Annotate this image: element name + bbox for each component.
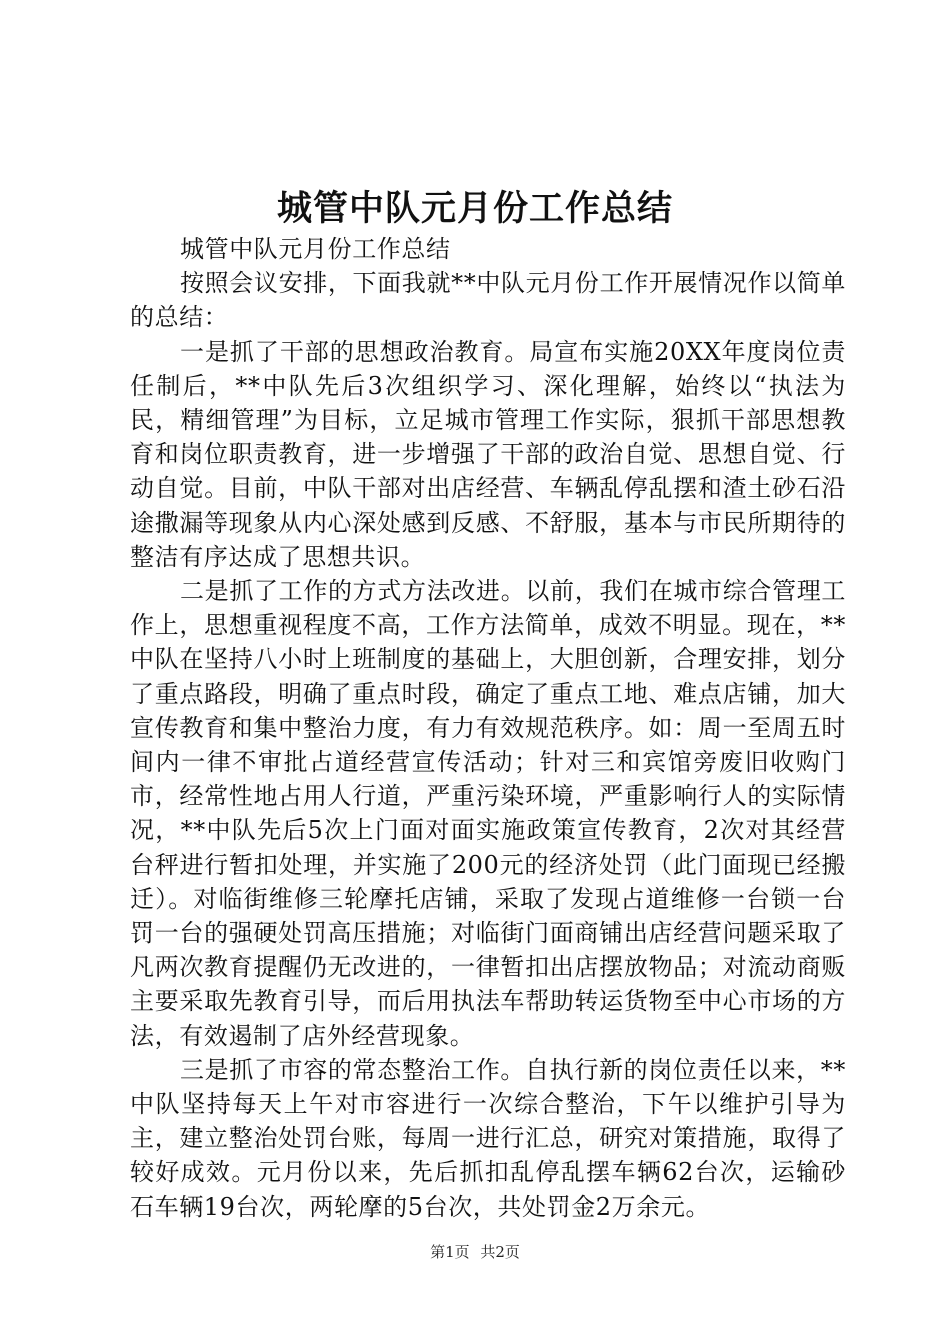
page-total: 共2页 (480, 1243, 520, 1261)
page-footer (0, 1242, 950, 1262)
section-one-paragraph: 一是抓了干部的思想政治教育。局宣布实施20XX年度岗位责任制后，**中队先后3次组织学习、深化理解，始终以“执法为民，精细管理”为目标，立足城市管理工作实际，狠抓干部思想教育和岗位职责教育，进一步增强了干部的政治自觉、思想自觉、行动自觉。目前，中队干部对出店经营、车辆乱停乱摆和渣土砂石沿途撒漏等现象从内心深处感到反感、不舒服，基本与市民所期待的整洁有序达成了思想共识。 (130, 337, 846, 571)
document-body (130, 232, 846, 1224)
page-number: 第1页 (430, 1243, 470, 1261)
intro-paragraph: 按照会议安排，下面我就**中队元月份工作开展情况作以简单的总结： (130, 269, 846, 332)
section-two-paragraph: 二是抓了工作的方式方法改进。以前，我们在城市综合管理工作上，思想重视程度不高，工作方法简单，成效不明显。现在，**中队在坚持八小时上班制度的基础上，大胆创新，合理安排，划分了重点路段，明确了重点时段，确定了重点工地、难点店铺，加大宣传教育和集中整治力度，有力有效规范秩序。如：周一至周五时间内一律不审批占道经营宣传活动；针对三和宾馆旁废旧收购门市，经常性地占用人行道，严重污染环境，严重影响行人的实际情况，**中队先后5次上门面对面实施政策宣传教育，2次对其经营台秤进行暂扣处理，并实施了200元的经济处罚（此门面现已经搬迁）。对临街维修三轮摩托店铺，采取了发现占道维修一台锁一台罚一台的强硬处罚高压措施；对临街门面商铺出店经营问题采取了凡两次教育提醒仍无改进的，一律暂扣出店摆放物品；对流动商贩主要采取先教育引导，而后用执法车帮助转运货物至中心市场的方法，有效遏制了店外经营现象。 (130, 577, 846, 1050)
document-title: 城管中队元月份工作总结 (276, 188, 673, 229)
section-three-paragraph: 三是抓了市容的常态整治工作。自执行新的岗位责任以来，**中队坚持每天上午对市容进行一次综合整治，下午以维护引导为主，建立整治处罚台账，每周一进行汇总，研究对策措施，取得了较好成效。元月份以来，先后抓扣乱停乱摆车辆62台次，运输砂石车辆19台次，两轮摩的5台次，共处罚金2万余元。 (130, 1055, 846, 1221)
subtitle-paragraph: 城管中队元月份工作总结 (180, 235, 451, 263)
